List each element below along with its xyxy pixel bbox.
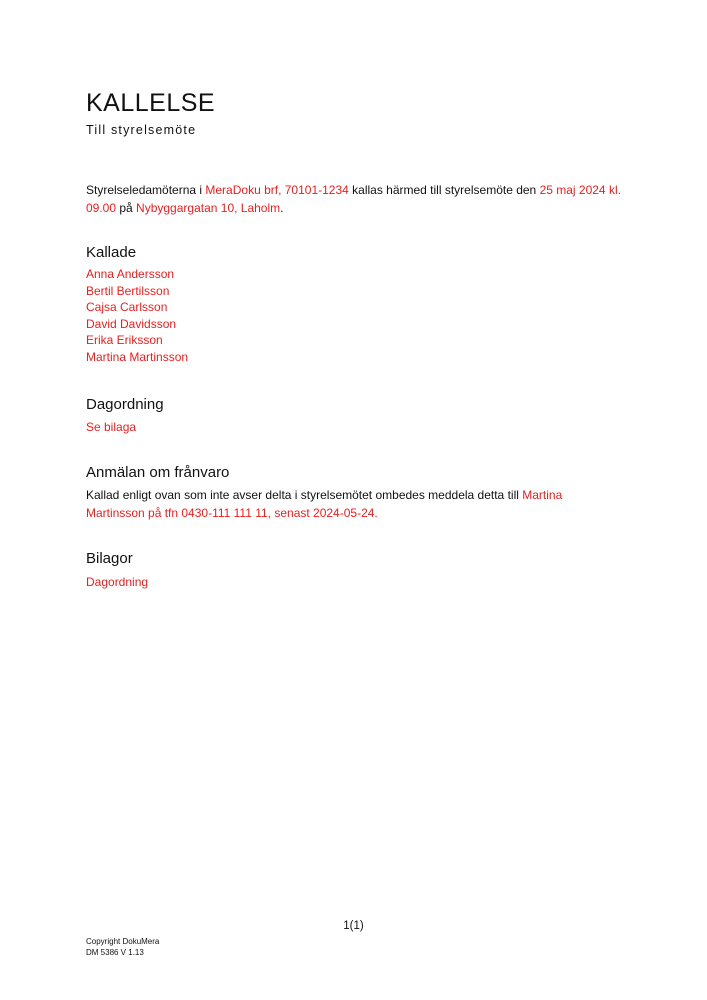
invitee-item: Martina Martinsson <box>86 349 189 364</box>
franvaro-contact: Martina Martinsson på tfn 0430-111 111 11, senast 2024-05-24. <box>86 488 563 520</box>
invitee-item: Bertil Bertilsson <box>86 283 170 298</box>
kallade-heading: Kallade <box>86 244 137 261</box>
bilagor-heading: Bilagor <box>86 550 133 567</box>
invitee-item: David Davidsson <box>86 316 177 331</box>
page-number: 1(1) <box>343 920 364 932</box>
intro-text-4: . <box>280 201 284 215</box>
meeting-datetime: 25 maj 2024 kl. 09.00 <box>86 183 621 215</box>
invitee-item: Erika Eriksson <box>86 333 163 347</box>
franvaro-text: Kallad enligt ovan som inte avser delta i styrelsemötet ombedes meddela detta till <box>86 488 523 502</box>
document-subtitle: Till styrelsemöte <box>86 123 197 137</box>
invitee-item: Anna Andersson <box>86 267 175 281</box>
intro-text-2: kallas härmed till styrelsemöte den <box>348 183 540 197</box>
meeting-location: Nybyggargatan 10, Laholm <box>136 201 281 215</box>
intro-text-3: på <box>116 201 137 215</box>
version-text: DM 5386 V 1.13 <box>86 948 144 957</box>
invitee-list <box>86 266 188 365</box>
bilaga-item: Dagordning <box>86 575 149 589</box>
intro-paragraph <box>86 181 646 217</box>
invitee-item: Cajsa Carlsson <box>86 300 168 314</box>
copyright-text: Copyright DokuMera <box>86 937 160 946</box>
dagordning-text: Se bilaga <box>86 420 137 434</box>
dagordning-heading: Dagordning <box>86 396 164 413</box>
footer <box>86 936 159 958</box>
document-title: KALLELSE <box>86 89 216 117</box>
intro-text-1: Styrelseledamöterna i <box>86 183 206 197</box>
association-name: MeraDoku brf, 70101-1234 <box>205 183 349 197</box>
franvaro-paragraph <box>86 487 606 522</box>
franvaro-heading: Anmälan om frånvaro <box>86 464 230 481</box>
